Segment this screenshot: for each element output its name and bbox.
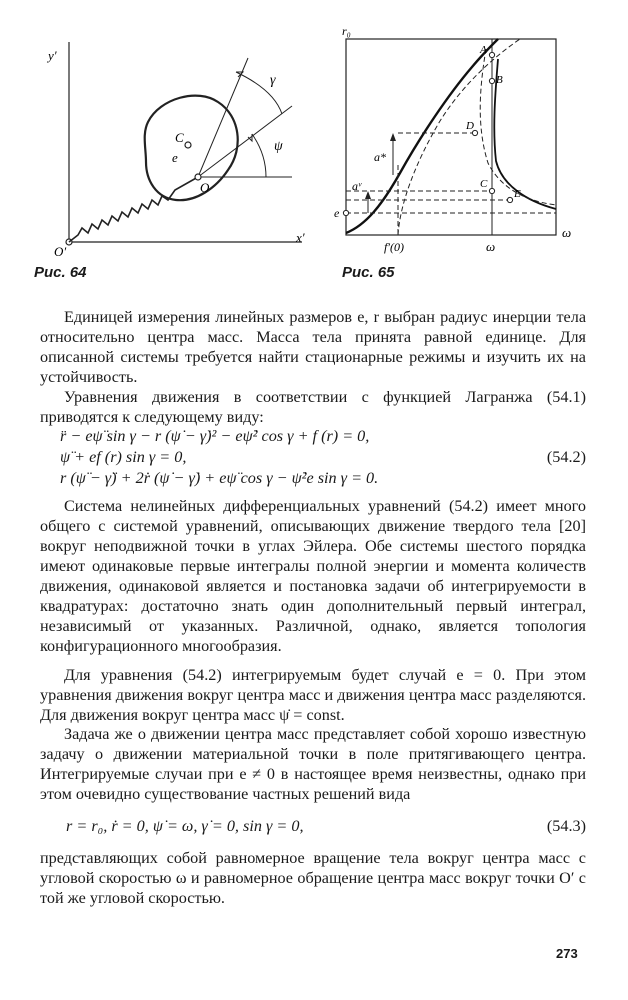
a-v-label: aᵛ [352,179,362,193]
point-C [489,188,494,193]
f0-label: f′(0) [384,240,404,254]
figure-64 [30,30,330,260]
E-label: E [514,188,521,200]
origin-label: O′ [54,244,67,259]
curve-solid-falling [494,59,556,209]
equation-line-1: r̈ − eψ̈ sin γ − r (ψ̇ − γ̇)² − eψ̇² cos γ + f (r) = 0, [60,427,370,445]
paragraph-5: Задача же о движении центра масс представляет собой хорошо известную задачу о движении материальной точки в поле притягивающего центра. Интегрируемые случаи при e ≠ 0 в настоящее время неизвестны, однако при этом очевидно существование частных решений вида [40,725,586,803]
point-O-label: O [200,180,210,195]
x-axis-label: x′ [296,230,305,245]
point-B [489,78,494,83]
equation-54-3-block [40,816,586,837]
figure-65-caption: Рис. 65 [342,264,395,281]
arc-psi [252,134,266,177]
y-axis-label: y′ [48,48,57,63]
figure-65 [330,25,580,260]
equation-number-54-2: (54.2) [546,448,586,466]
point-C-label: C [175,130,184,145]
C-label: C [480,178,488,190]
figure-64-caption: Рис. 64 [34,264,87,281]
paragraph-4-block [40,665,586,725]
B-label: B [496,74,503,86]
psi-label: ψ [274,139,283,154]
equation-line-3: r (ψ̈ − γ̈) + 2ṙ (ψ̇ − γ̇) + eψ̈ cos γ − ψ̇²e sin γ = 0. [60,469,379,487]
paragraph-3: Система нелинейных дифференциальных уравнений (54.2) имеет много общего с системой уравнений, описывающих движение твердого тела [20] вокруг неподвижной точки в углах Эйлера. Обе системы шестого порядка имеют одинаковые первые интегралы полной энергии и момента количеств движения, одинаковой является и постановка задачи об интегрируемости в квадратурах: достаточно знать один дополнительный первый интеграл, независимый от указанных. Различной, однако, является топология конфигурационного многообразия. [40,497,586,655]
page-number: 273 [556,946,578,961]
spring [69,177,198,242]
omega-tick-label: ω [486,239,496,254]
paragraph-2-block [40,387,586,427]
r0-label: r₀ [342,25,351,38]
paragraph-4: Для уравнения (54.2) интегрируемым будет случай e = 0. При этом уравнения движения вокруг центра масс и движения центра масс разделяются. Для движения вокруг центра масс ψ̇ = const. [40,666,586,724]
A-label: A [480,44,487,56]
paragraph-2: Уравнения движения в соответствии с функцией Лагранжа (54.1) приводятся к следующему виду: [40,388,586,426]
equation-number-54-3: (54.3) [546,817,586,835]
paragraph-6-block [40,848,586,908]
mass-center-point [185,142,191,148]
equation-54-3: r = r₀, ṙ = 0, ψ̇ = ω, γ̇ = 0, sin γ = 0, [66,817,304,835]
curve-dashed-1 [398,39,520,235]
point-E [507,197,512,202]
equation-line-2: ψ̈ + ef (r) sin γ = 0, [60,448,187,466]
D-label: D [466,120,474,132]
a-star-label: a* [374,150,386,164]
paragraph-1-block [40,307,586,387]
equation-system-54-2 [40,426,586,489]
point-e-label: e [172,150,178,165]
point-e [343,210,348,215]
omega-axis-label: ω [562,225,572,240]
ray-body-axis [198,58,248,177]
paragraph-3-block [40,496,586,656]
paragraph-1: Единицей измерения линейных размеров e, r выбран радиус инерции тела относительно центра масс. Масса тела принята равной единице. Для описанной системы требуется найти стационарные режимы и изучить их на устойчивость. [40,308,586,386]
gamma-label: γ [270,73,276,88]
point-A [489,52,494,57]
paragraph-6: представляющих собой равномерное вращение тела вокруг центра масс с угловой скоростью ω и равномерное обращение центра масс вокруг точки O′ с той же угловой скоростью. [40,849,586,907]
paragraph-5-block [40,724,586,804]
rigid-body-contour [145,96,238,201]
e-label: e [334,206,340,220]
